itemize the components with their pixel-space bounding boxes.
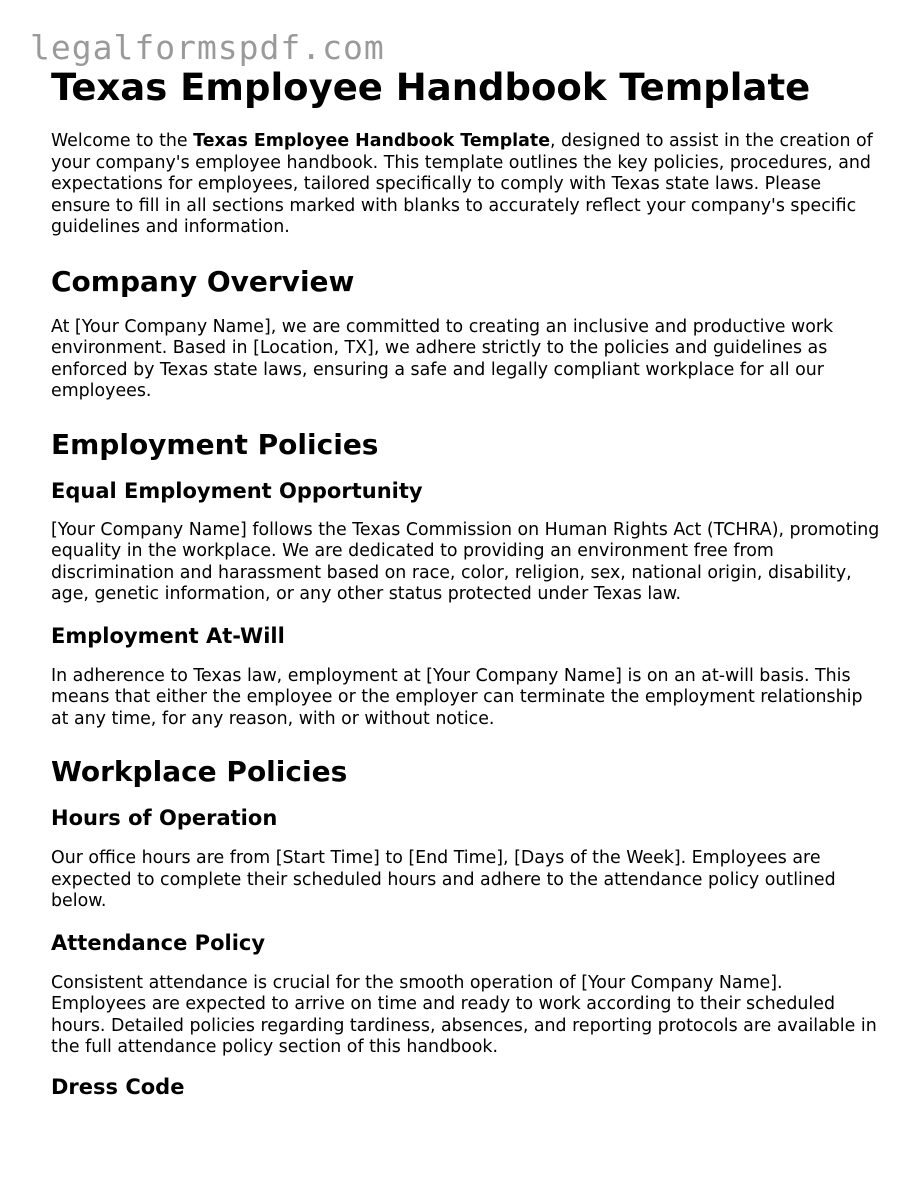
heading-employment-policies: Employment Policies [51,427,379,461]
heading-attendance-policy: Attendance Policy [51,930,266,955]
hours-of-operation-text: Our office hours are from [Start Time] to [End Time], [Days of the Week]. Employees are expected to complete their scheduled hours and adhere to the attendance policy outlined below. [51,848,836,911]
document-title: Texas Employee Handbook Template [51,66,811,109]
intro-paragraph [51,131,881,239]
attendance-policy-text: Consistent attendance is crucial for the smooth operation of [Your Company Name]. Employees are expected to arrive on time and ready to work according to their scheduled hours. Detailed policies regarding tardiness, absences, and reporting protocols are available in the full attendance policy section of this handbook. [51,972,877,1057]
intro-text-start: Welcome to the [51,131,194,151]
intro-text-end: , designed to assist in the creation of your company's employee handbook. This template outlines the key policies, procedures, and expectations for employees, tailored specifically to comply with Texas state laws. Please ensure to fill in all sections marked with blanks to accurately reflect your company's specific guidelines and information. [51,131,873,237]
heading-hours-of-operation: Hours of Operation [51,806,278,830]
heading-equal-employment-opportunity: Equal Employment Opportunity [51,478,423,503]
employment-at-will-text: In adherence to Texas law, employment at [Your Company Name] is on an at-will basis. This means that either the employee or the employer can terminate the employment relationship at any time, for any reason, with or without notice. [51,665,863,729]
intro-bold-title: Texas Employee Handbook Template [193,131,550,151]
company-overview-text: At [Your Company Name], we are committed to creating an inclusive and productive work environment. Based in [Location, TX], we adhere strictly to the policies and guidelines as enforced by Texas state laws, ensuring a safe and legally compliant workplace for all our employees. [51,316,834,401]
heading-employment-at-will: Employment At-Will [51,623,285,648]
document-page [51,64,881,1101]
heading-company-overview: Company Overview [51,264,355,298]
heading-dress-code: Dress Code [51,1074,185,1099]
equal-employment-opportunity-text: [Your Company Name] follows the Texas Commission on Human Rights Act (TCHRA), promoting equality in the workplace. We are dedicated to providing an environment free from discrimination and harassment based on race, color, religion, sex, national origin, disability, age, genetic information, or any other status protected under Texas law. [51,519,880,604]
watermark-text: legalformspdf.com [30,28,385,67]
heading-workplace-policies: Workplace Policies [51,755,348,788]
